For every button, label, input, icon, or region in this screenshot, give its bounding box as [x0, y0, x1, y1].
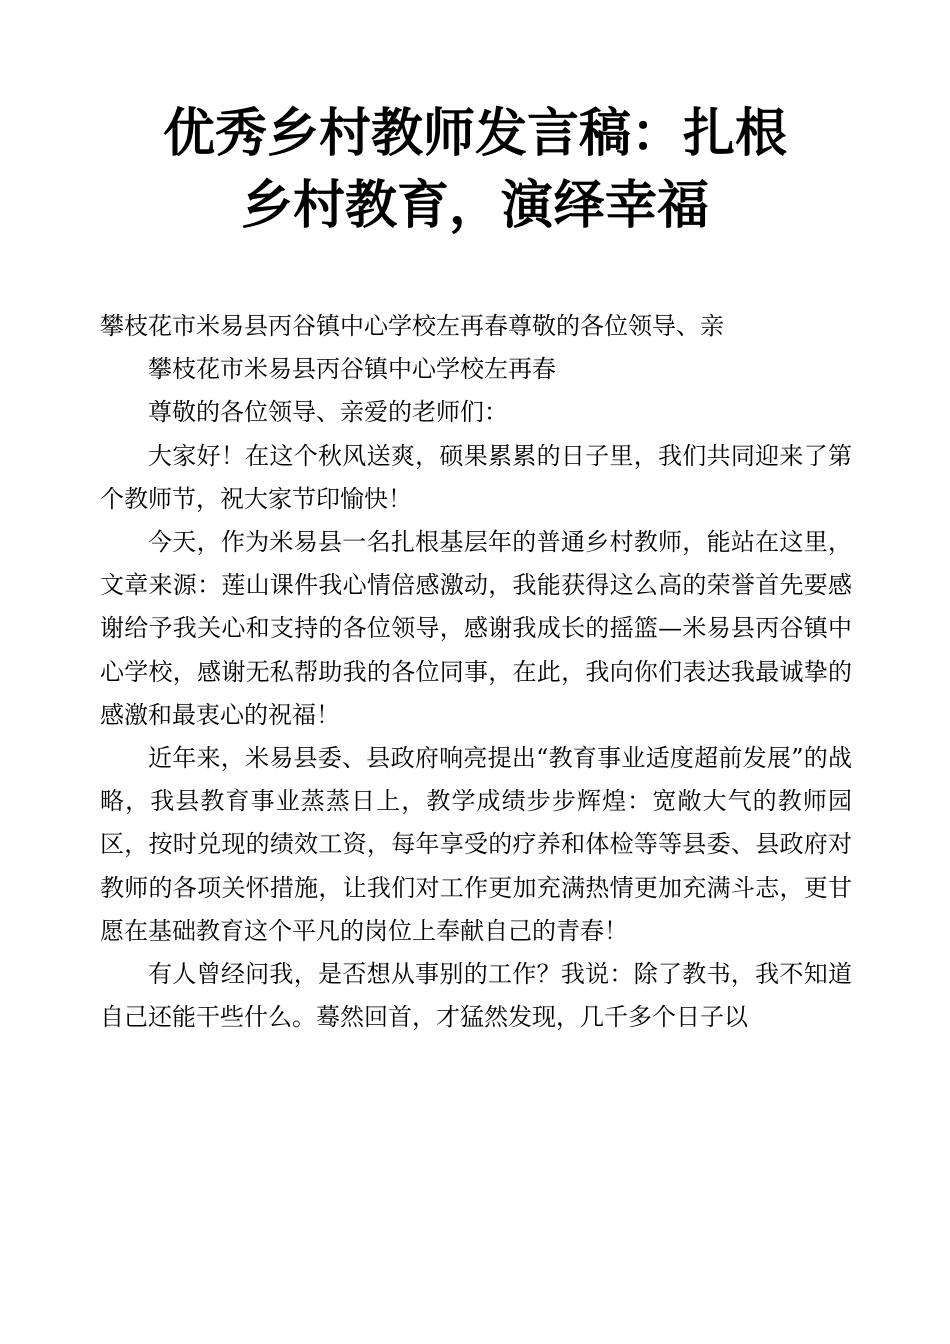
paragraph-thanks: 今天，作为米易县一名扎根基层年的普通乡村教师，能站在这里，文章来源：莲山课件我心情倍感激动，我能获得这么高的荣誉首先要感谢给予我关心和支持的各位领导，感谢我成长的摇篮—米易县丙谷镇中心学校，感谢无私帮助我的各位同事，在此，我向你们表达我最诚挚的感激和最衷心的祝福！: [100, 528, 852, 729]
document-body: [100, 305, 852, 1039]
paragraph-policy: 近年来，米易县委、县政府响亮提出“教育事业适度超前发展”的战略，我县教育事业蒸蒸日上，教学成绩步步辉煌：宽敞大气的教师园区，按时兑现的绩效工资，每年享受的疗养和体检等等县委、县政府对教师的各项关怀措施，让我们对工作更加充满热情更加充满斗志，更甘愿在基础教育这个平凡的岗位上奉献自己的青春！: [100, 744, 852, 945]
document-title: [100, 98, 850, 242]
paragraph-greeting: 大家好！在这个秋风送爽，硕果累累的日子里，我们共同迎来了第个教师节，祝大家节印愉快！: [100, 441, 852, 513]
paragraph-author-greeting: 攀枝花市米易县丙谷镇中心学校左再春尊敬的各位领导、亲: [100, 312, 724, 340]
paragraph-author: 攀枝花市米易县丙谷镇中心学校左再春: [148, 355, 556, 384]
title-line-2: 乡村教育，演绎幸福: [240, 176, 709, 236]
title-line-1: 优秀乡村教师发言稿：扎根: [162, 104, 787, 164]
paragraph-reflection: 有人曾经问我，是否想从事别的工作？我说：除了教书，我不知道自己还能干些什么。蓦然回首，才猛然发现，几千多个日子以: [100, 960, 852, 1032]
paragraph-salutation: 尊敬的各位领导、亲爱的老师们：: [148, 398, 508, 427]
